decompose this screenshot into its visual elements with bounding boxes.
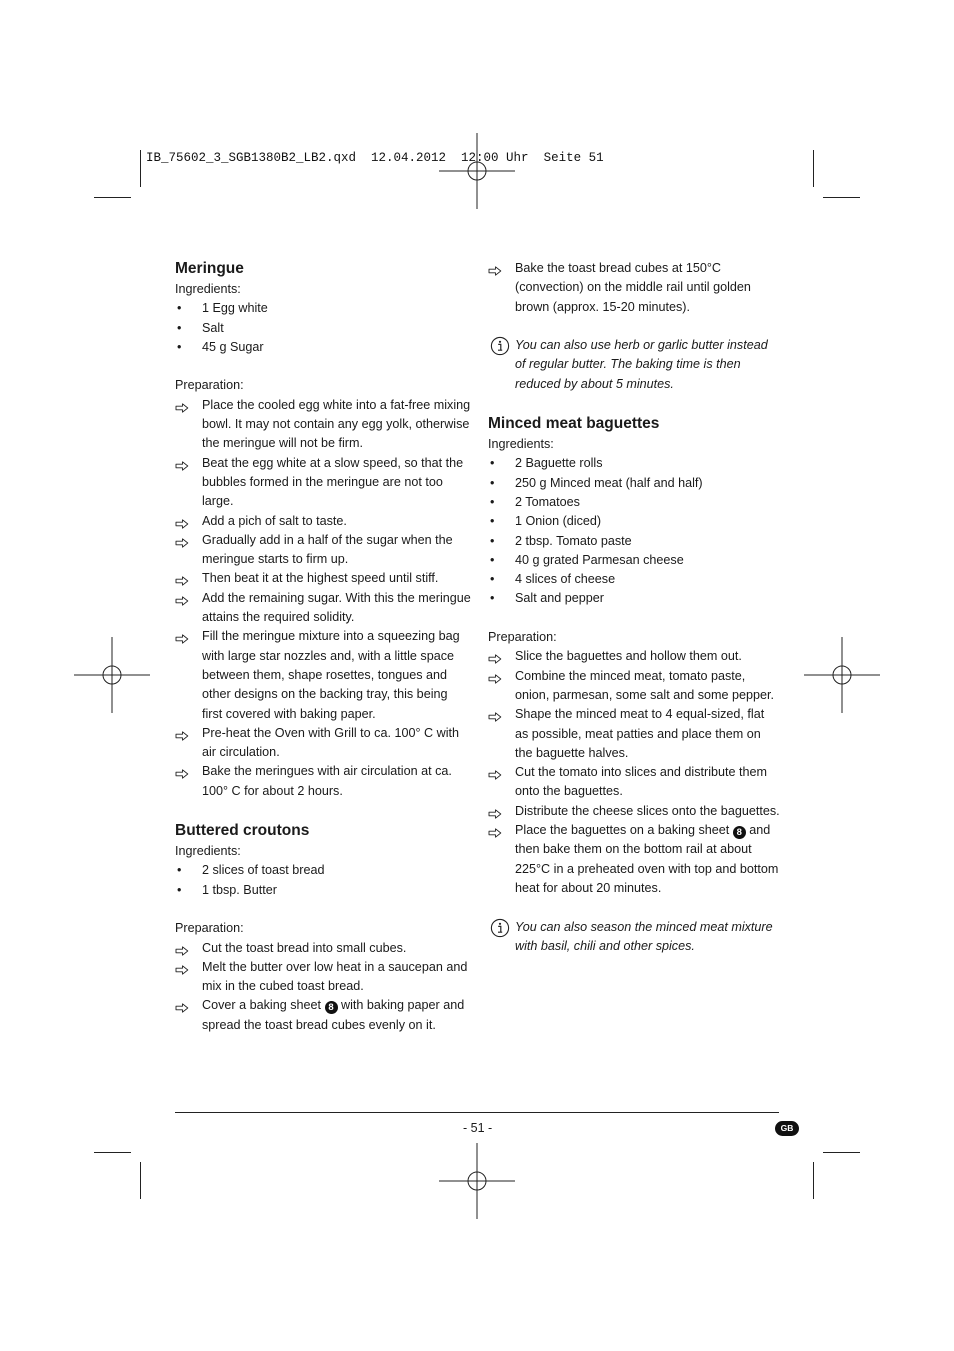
arrow-right-icon	[175, 593, 189, 603]
preparation-step	[488, 705, 780, 763]
crop-mark	[94, 1152, 131, 1153]
step-text: Combine the minced meat, tomato paste, onion, parmesan, some salt and some pepper.	[515, 668, 775, 702]
bullet-dot: •	[177, 863, 182, 878]
step-text: Cut the toast bread into small cubes.	[202, 940, 407, 955]
reference-number-badge: 8	[733, 826, 746, 839]
bullet-dot: •	[490, 533, 495, 548]
print-slug: IB_75602_3_SGB1380B2_LB2.qxd 12.04.2012 12:00 Uhr Seite 51	[146, 151, 604, 165]
ingredient-item	[488, 589, 780, 608]
preparation-step	[175, 396, 471, 454]
ingredient-item	[175, 338, 471, 357]
ingredient-item	[488, 454, 780, 473]
step-list	[175, 396, 471, 801]
ingredient-list	[175, 299, 471, 357]
ingredient-text: Salt and pepper	[515, 591, 604, 606]
ingredient-item	[175, 319, 471, 338]
preparation-step	[175, 958, 471, 997]
ingredient-text: 250 g Minced meat (half and half)	[515, 475, 703, 490]
preparation-step	[175, 996, 471, 1035]
ingredient-item	[175, 881, 471, 900]
registration-mark-icon	[439, 133, 515, 209]
crop-mark	[813, 150, 814, 187]
preparation-step	[488, 763, 780, 802]
arrow-right-icon	[488, 263, 502, 273]
page-number: - 51 -	[463, 1121, 493, 1135]
ingredients-label: Ingredients:	[175, 844, 241, 859]
bullet-dot: •	[177, 339, 182, 354]
step-text: Gradually add in a half of the sugar when the meringue starts to firm up.	[202, 532, 453, 567]
tip-text: You can also use herb or garlic butter instead of regular butter. The baking time is then reduced by about 5 minutes.	[515, 338, 768, 391]
preparation-step	[175, 762, 471, 801]
bullet-dot: •	[490, 572, 495, 587]
bullet-dot: •	[490, 514, 495, 529]
ingredient-text: Salt	[202, 320, 224, 335]
crop-mark	[140, 1162, 141, 1199]
preparation-step	[488, 667, 780, 706]
step-text: Melt the butter over low heat in a saucepan and mix in the cubed toast bread.	[202, 959, 468, 994]
arrow-right-icon	[175, 458, 189, 468]
language-badge: GB	[775, 1121, 799, 1136]
footer-rule	[175, 1112, 779, 1113]
step-text: Add the remaining sugar. With this the meringue attains the required solidity.	[202, 590, 471, 625]
arrow-right-icon	[488, 709, 502, 719]
preparation-step	[175, 531, 471, 570]
preparation-step	[488, 802, 780, 821]
ingredient-text: 2 Tomatoes	[515, 494, 580, 509]
ingredient-text: 2 tbsp. Tomato paste	[515, 533, 632, 548]
step-text: Slice the baguettes and hollow them out.	[515, 649, 742, 664]
ingredient-text: 1 Egg white	[202, 301, 268, 316]
crop-mark	[94, 197, 131, 198]
preparation-step	[175, 569, 471, 588]
preparation-step	[175, 724, 471, 763]
section-title-baguettes: Minced meat baguettes	[488, 415, 660, 433]
arrow-right-icon	[175, 631, 189, 641]
registration-mark-icon	[439, 1143, 515, 1219]
ingredient-text: 2 slices of toast bread	[202, 863, 325, 878]
step-text: Shape the minced meat to 4 equal-sized, flat as possible, meat patties and place them on the baguette halves.	[515, 707, 765, 760]
preparation-step	[175, 589, 471, 628]
tip-text: You can also season the minced meat mixture with basil, chili and other spices.	[515, 919, 773, 953]
step-text: Place the cooled egg white into a fat-free mixing bowl. It may not contain any egg yolk, otherwise the meringue will not be firm.	[202, 397, 471, 451]
arrow-right-icon	[175, 516, 189, 526]
section-title-croutons: Buttered croutons	[175, 822, 310, 840]
arrow-right-icon	[175, 400, 189, 410]
crop-mark	[140, 150, 141, 187]
ingredient-item	[488, 570, 780, 589]
ingredient-item	[488, 493, 780, 512]
crop-mark	[813, 1162, 814, 1199]
reference-number-badge: 8	[325, 1001, 338, 1014]
preparation-label: Preparation:	[175, 921, 244, 936]
ingredient-text: 1 tbsp. Butter	[202, 882, 277, 897]
ingredient-item	[488, 512, 780, 531]
step-text: Fill the meringue mixture into a squeezing bag with large star nozzles and, with a little space between them, shape rosettes, tongues and other designs on the backing tray, this being first covered with baking paper.	[202, 629, 460, 721]
preparation-step	[175, 627, 471, 723]
crop-mark	[823, 197, 860, 198]
bullet-dot: •	[177, 882, 182, 897]
step-text: Then beat it at the highest speed until stiff.	[202, 571, 439, 586]
bullet-dot: •	[490, 552, 495, 567]
registration-mark-icon	[804, 637, 880, 713]
ingredient-item	[175, 861, 471, 880]
arrow-right-icon	[488, 671, 502, 681]
step-text: Pre-heat the Oven with Grill to ca. 100° C with air circulation.	[202, 725, 460, 760]
ingredient-text: 40 g grated Parmesan cheese	[515, 552, 684, 567]
ingredient-item	[488, 474, 780, 493]
step-text: Place the baguettes on a baking sheet 8 and then bake them on the bottom rail at about 225°C in a preheated oven with top and bottom heat for about 20 minutes.	[515, 823, 779, 895]
preparation-step	[488, 647, 780, 666]
arrow-right-icon	[488, 651, 502, 661]
preparation-label: Preparation:	[175, 378, 244, 393]
ingredient-text: 2 Baguette rolls	[515, 456, 603, 471]
preparation-step	[488, 259, 780, 317]
step-text: Beat the egg white at a slow speed, so that the bubbles formed in the meringue are not too large.	[202, 455, 464, 509]
ingredient-list	[175, 861, 471, 900]
right-column	[488, 259, 780, 956]
step-text: Bake the meringues with air circulation at ca. 100° C for about 2 hours.	[202, 764, 452, 798]
ingredient-text: 1 Onion (diced)	[515, 514, 602, 529]
info-icon	[490, 918, 510, 938]
arrow-right-icon	[175, 573, 189, 583]
preparation-step	[175, 939, 471, 958]
ingredient-item	[488, 532, 780, 551]
bullet-dot: •	[177, 320, 182, 335]
step-text: Add a pich of salt to taste.	[202, 513, 347, 528]
tip-note	[488, 336, 780, 394]
arrow-right-icon	[175, 535, 189, 545]
arrow-right-icon	[175, 728, 189, 738]
arrow-right-icon	[488, 825, 502, 835]
ingredients-label: Ingredients:	[175, 282, 241, 296]
preparation-step	[175, 512, 471, 531]
info-icon	[490, 336, 510, 356]
bullet-dot: •	[490, 591, 495, 606]
step-list	[175, 939, 471, 1035]
arrow-right-icon	[175, 962, 189, 972]
arrow-right-icon	[488, 806, 502, 816]
ingredient-list	[488, 454, 780, 608]
ingredient-item	[175, 299, 471, 318]
arrow-right-icon	[175, 943, 189, 953]
step-text: Cut the tomato into slices and distribute them onto the baguettes.	[515, 765, 768, 799]
left-column	[175, 258, 471, 1035]
bullet-dot: •	[177, 301, 182, 316]
step-list	[488, 259, 780, 317]
ingredients-label: Ingredients:	[488, 437, 554, 452]
arrow-right-icon	[488, 767, 502, 777]
arrow-right-icon	[175, 1000, 189, 1010]
preparation-step	[488, 821, 780, 898]
registration-mark-icon	[74, 637, 150, 713]
step-text: Distribute the cheese slices onto the baguettes.	[515, 803, 780, 818]
preparation-label: Preparation:	[488, 630, 557, 645]
crop-mark	[823, 1152, 860, 1153]
ingredient-text: 4 slices of cheese	[515, 572, 616, 587]
bullet-dot: •	[490, 494, 495, 509]
step-text: Cover a baking sheet 8 with baking paper and spread the toast bread cubes evenly on it.	[202, 998, 465, 1032]
ingredient-item	[488, 551, 780, 570]
step-list	[488, 647, 780, 898]
step-text: Bake the toast bread cubes at 150°C (convection) on the middle rail until golden brown (approx. 15-20 minutes).	[515, 261, 751, 314]
bullet-dot: •	[490, 475, 495, 490]
ingredient-text: 45 g Sugar	[202, 339, 264, 354]
section-title-meringue: Meringue	[175, 260, 244, 277]
arrow-right-icon	[175, 766, 189, 776]
tip-note	[488, 918, 780, 957]
bullet-dot: •	[490, 456, 495, 471]
preparation-step	[175, 454, 471, 512]
